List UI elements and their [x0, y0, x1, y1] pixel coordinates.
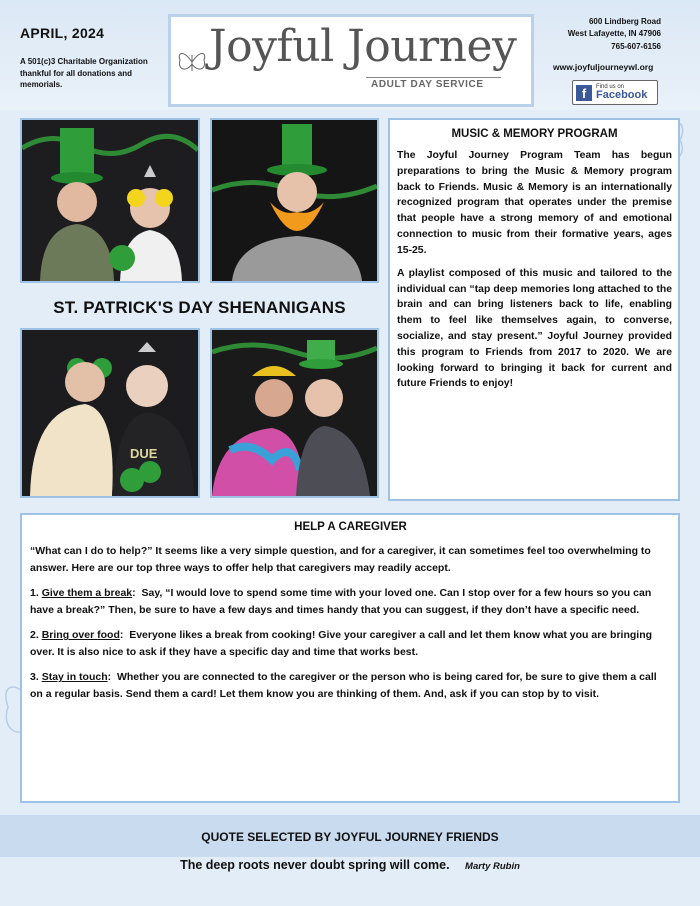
article-title: MUSIC & MEMORY PROGRAM	[451, 128, 618, 140]
facebook-icon: f	[576, 85, 592, 101]
tip-text: Say, “I would love to spend some time with your loved one. Can I stop over for a few hours so you can have a break?” Then, be sure to have a few days and times handy that you can suggest, if they don’t have a specific need.	[30, 587, 652, 616]
facebook-small-label: Find us on	[596, 84, 625, 90]
photo-two-friends-shamrock-glasses	[20, 328, 200, 498]
website-link[interactable]: www.joyfuljourneywl.org	[553, 62, 654, 72]
tip-item: 1. Give them a break: Say, “I would love to spend some time with your loved one. Can I stop over for a few hours so you can have a break?” Then, be sure to have a few days and times handy that you can suggest, if they don’t have a specific need.	[30, 587, 652, 616]
tip-item: 2. Bring over food: Everyone likes a break from cooking! Give your caregiver a call and let them know what you are bringing over. It is also nice to ask if they have a specific day and time that works best.	[30, 629, 653, 658]
butterfly-icon	[177, 47, 207, 77]
logo-divider	[366, 77, 501, 78]
quote-text: The deep roots never doubt spring will come.	[180, 858, 450, 872]
logo-title: Joyful Journey	[209, 21, 517, 72]
phone-number: 765-607-6156	[611, 41, 661, 51]
tip-number: 1.	[30, 587, 39, 600]
tip-heading: Bring over food	[41, 629, 120, 642]
tip-number: 3.	[30, 671, 39, 684]
svg-text:DUE: DUE	[130, 446, 158, 461]
article-intro: “What can I do to help?” It seems like a very simple question, and for a caregiver, it can sometimes feel too overwhelming to answer. Here are our top three ways to offer help that caregivers may readily accept.	[30, 545, 651, 574]
address-street: 600 Lindberg Road	[588, 17, 661, 26]
tip-number: 2.	[30, 629, 39, 642]
quote	[0, 858, 700, 872]
article-paragraph: The Joyful Journey Program Team has begun preparations to bring the Music & Memory program back to Friends. Music & Memory is an internationally recognized program that operates under the premise that people have a strong memory of and emotional connection to music from their formative years, ages 15-25.	[397, 150, 672, 256]
tip-item: 3. Stay in touch: Whether you are connected to the caregiver or the person who is being cared for, be sure to give them a call on a regular basis. Send them a card! Let them know you are thinking of them. And, ask if you can stop by to visit.	[30, 671, 657, 701]
tip-heading: Stay in touch	[41, 671, 108, 684]
photo-two-friends-tie-dye	[210, 328, 379, 498]
facebook-button[interactable]	[572, 80, 658, 105]
photo-two-friends-green-hats	[20, 118, 200, 283]
caregiver-article	[20, 513, 680, 803]
logo-subtitle: ADULT DAY SERVICE	[371, 79, 484, 90]
quote-author: Marty Rubin	[465, 861, 520, 872]
issue-date: APRIL, 2024	[20, 25, 105, 41]
tip-text: Whether you are connected to the caregiver or the person who is being cared for, be sure to give them a call on a regular basis. Send them a card! Let them know you are thinking of them. And, ask if you can stop by to visit.	[30, 671, 657, 701]
contact-address	[552, 16, 687, 53]
tip-text: Everyone likes a break from cooking! Give your caregiver a call and let them know what you are bringing over. It is also nice to ask if they have a specific day and time that works best.	[30, 629, 653, 658]
photo-man-leprechaun-beard	[210, 118, 379, 283]
article-title: HELP A CAREGIVER	[294, 521, 407, 533]
music-memory-article	[388, 118, 680, 501]
organization-tagline: A 501(c)3 Charitable Organization thankful for all donations and memorials.	[20, 57, 148, 90]
facebook-label: Facebook	[596, 89, 648, 101]
tip-heading: Give them a break	[41, 587, 133, 600]
photo-caption: ST. PATRICK'S DAY SHENANIGANS	[53, 298, 346, 317]
quote-label: QUOTE SELECTED BY JOYFUL JOURNEY FRIENDS	[201, 830, 499, 844]
article-paragraph: A playlist composed of this music and tailored to the individual can “tap deep memories long attached to the brain and can bring listeners back to life, enabling them to feel like themselves again, to converse, socialize, and stay present.” Joyful Journey provided this program to Friends from 2017 to 2020. We are looking forward to bringing it back for current and future Friends to enjoy!	[397, 267, 672, 390]
logo	[168, 14, 534, 107]
address-city: West Lafayette, IN 47906	[567, 29, 661, 39]
